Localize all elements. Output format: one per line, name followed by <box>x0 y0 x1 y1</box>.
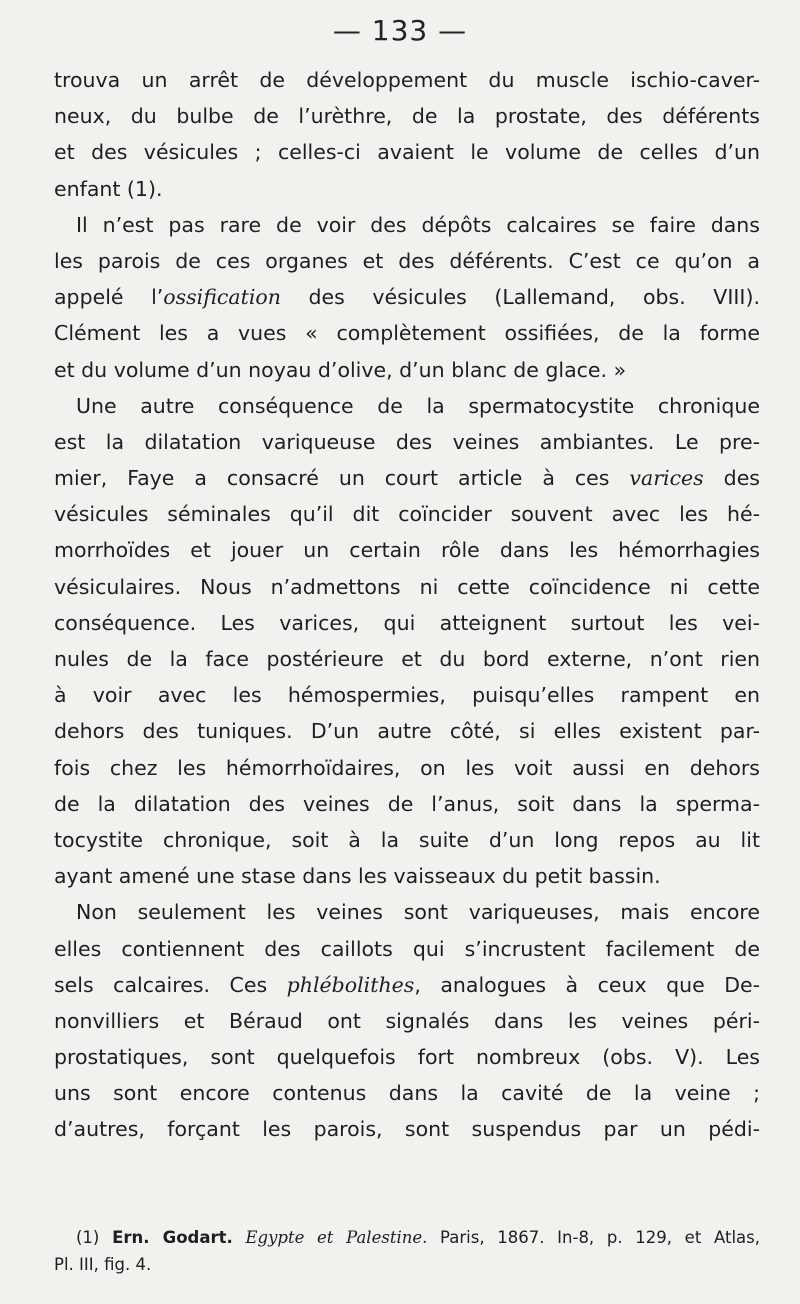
text-line: Clément les a vues « complètement ossifiées, de la forme <box>54 321 760 346</box>
footnote-line: Pl. III, fig. 4. <box>54 1255 152 1274</box>
text-line: trouva un arrêt de développement du muscle ischio-caver- <box>54 68 760 92</box>
footnote-author: Ern. Godart. <box>112 1228 233 1247</box>
text-line: prostatiques, sont quelquefois fort nombreux (obs. V). Les <box>54 1045 760 1070</box>
footnote-title: Egypte et Palestine. <box>245 1228 428 1247</box>
text-line: et des vésicules ; celles-ci avaient le volume de celles d’un <box>54 140 760 165</box>
text-line: mier, Faye a consacré un court article à ces varices des <box>54 466 760 491</box>
text-line: et du volume d’un noyau d’olive, d’un blanc de glace. » <box>54 357 627 382</box>
text-line: vésicules séminales qu’il dit coïncider souvent avec les hé- <box>54 502 760 527</box>
text-line: Il n’est pas rare de voir des dépôts calcaires se faire dans <box>76 212 760 237</box>
footnote <box>54 1224 760 1278</box>
text-line: est la dilatation variqueuse des veines ambiantes. Le pre- <box>54 429 760 454</box>
text-line: nonvilliers et Béraud ont signalés dans les veines péri- <box>54 1008 760 1033</box>
text-line: enfant (1). <box>54 176 163 201</box>
text-line: uns sont encore contenus dans la cavité de la veine ; <box>54 1081 760 1106</box>
text-line: conséquence. Les varices, qui atteignent surtout les vei- <box>54 610 760 635</box>
footnote-line: (1) Ern. Godart. Egypte et Palestine. Paris, 1867. In-8, p. 129, et Atlas, <box>76 1228 760 1247</box>
text-line: ayant amené une stase dans les vaisseaux du petit bassin. <box>54 864 661 889</box>
text-line: appelé l’ossification des vésicules (Lallemand, obs. VIII). <box>54 285 760 310</box>
text-line: Une autre conséquence de la spermatocystite chronique <box>76 393 760 418</box>
italic-term: varices <box>629 466 704 491</box>
body-text <box>54 62 760 1148</box>
text-line: sels calcaires. Ces phlébolithes, analogues à ceux que De- <box>54 972 760 997</box>
text-line: les parois de ces organes et des déférents. C’est ce qu’on a <box>54 248 760 273</box>
text-line: neux, du bulbe de l’urèthre, de la prostate, des déférents <box>54 104 760 129</box>
footnote-mark: (1) <box>76 1228 100 1247</box>
text-line: fois chez les hémorrhoïdaires, on les voit aussi en dehors <box>54 755 760 780</box>
text-line: dehors des tuniques. D’un autre côté, si elles existent par- <box>54 719 760 744</box>
text-line: à voir avec les hémospermies, puisqu’elles rampent en <box>54 683 760 708</box>
italic-term: ossification <box>163 285 281 310</box>
text-line: tocystite chronique, soit à la suite d’un long repos au lit <box>54 827 760 852</box>
page-number: — 133 — <box>332 14 468 47</box>
text-line: morrhoïdes et jouer un certain rôle dans les hémorrhagies <box>54 538 760 563</box>
text-line: elles contiennent des caillots qui s’incrustent facilement de <box>54 936 760 961</box>
text-line: vésiculaires. Nous n’admettons ni cette coïncidence ni cette <box>54 574 760 599</box>
text-line: de la dilatation des veines de l’anus, soit dans la sperma- <box>54 791 760 816</box>
text-line: Non seulement les veines sont variqueuses, mais encore <box>76 900 760 925</box>
text-line: nules de la face postérieure et du bord externe, n’ont rien <box>54 647 760 671</box>
text-line: d’autres, forçant les parois, sont suspendus par un pédi- <box>54 1117 760 1142</box>
italic-term: phlébolithes <box>286 972 415 997</box>
